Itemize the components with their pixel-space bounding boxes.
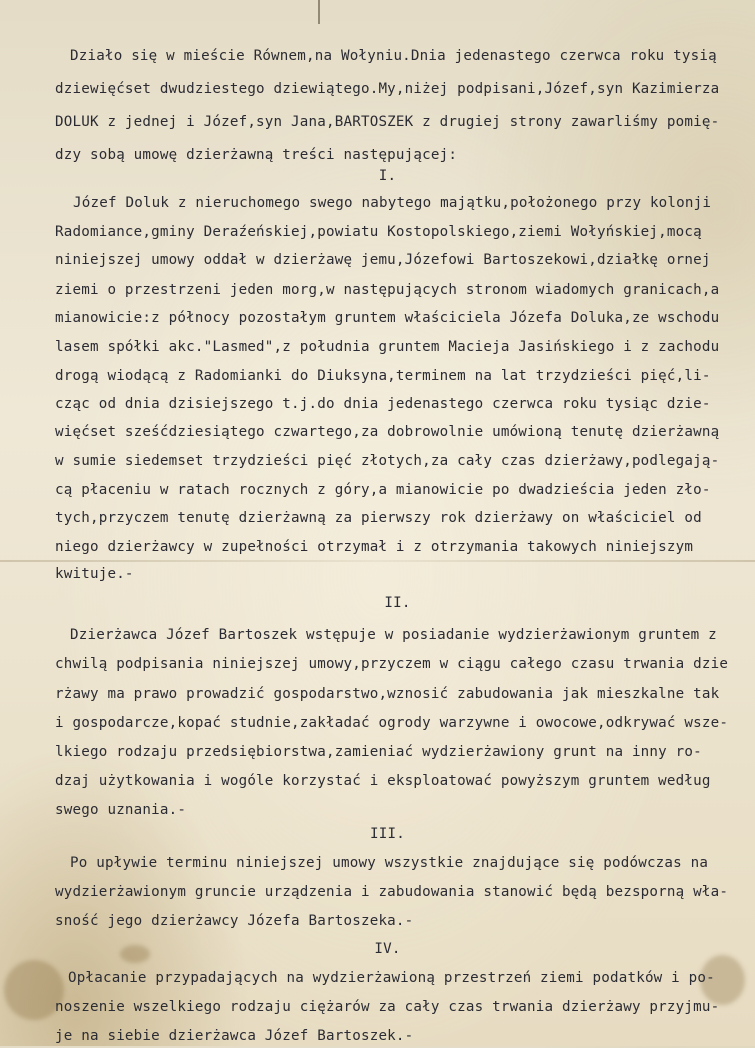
section-heading: I. [378, 168, 397, 184]
text-line: sność jego dzierżawcy Józefa Bartoszeka.- [55, 913, 414, 929]
text-line: Radomiance,gminy Deraźeńskiej,powiatu Kostopolskiego,ziemi Wołyńskiej,mocą [55, 224, 702, 240]
text-line: ziemi o przestrzeni jeden morg,w następujących stronom wiadomych granicach,a [55, 282, 720, 298]
text-line: rżawy ma prawo prowadzić gospodarstwo,wznosić zabudowania jak mieszkalne tak [55, 686, 720, 702]
text-line: dzy sobą umowę dzierżawną treści następującej: [55, 147, 458, 163]
section-heading: III. [370, 826, 405, 842]
text-line: mianowicie:z północy pozostałym gruntem właściciela Józefa Doluka,ze wschodu [55, 310, 720, 326]
text-line: więćset sześćdziesiątego czwartego,za dobrowolnie umówioną tenutę dzierżawną [55, 424, 720, 440]
text-line: dzaj użytkowania i wogóle korzystać i eksploatować powyższym gruntem według [55, 773, 711, 789]
text-line: w sumie siedemset trzydzieści pięć złotych,za cały czas dzierżawy,podlegają- [55, 453, 720, 469]
text-line: kwituje.- [55, 566, 134, 582]
text-line: lasem spółki akc."Lasmed",z południa gruntem Macieja Jasińskiego i z zachodu [55, 339, 720, 355]
text-line: drogą wiodącą z Radomianki do Diuksyna,terminem na lat trzydzieści pięć,li- [55, 368, 711, 384]
text-line: cą płaceniu w ratach rocznych z góry,a mianowicie po dwadzieścia jeden zło- [55, 482, 711, 498]
text-line: chwilą podpisania niniejszej umowy,przyczem w ciągu całego czasu trwania dzie [55, 656, 729, 672]
text-line: cząc od dnia dzisiejszego t.j.do dnia jedenastego czerwca roku tysiąc dzie- [55, 396, 711, 412]
text-line: lkiego rodzaju przedsiębiorstwa,zamieniać wydzierżawiony grunt na inny ro- [55, 744, 702, 760]
text-line: dziewięćset dwudziestego dziewiątego.My,niżej podpisani,Józef,syn Kazimierza [55, 81, 720, 97]
text-line: Dzierżawca Józef Bartoszek wstępuje w posiadanie wydzierżawionym gruntem z [70, 627, 717, 643]
text-line: i gospodarcze,kopać studnie,zakładać ogrody warzywne i owocowe,odkrywać wsze- [55, 715, 729, 731]
text-line: Działo się w mieście Równem,na Wołyniu.Dnia jedenastego czerwca roku tysią [70, 48, 717, 64]
text-line: tych,przyczem tenutę dzierżawną za pierwszy rok dzierżawy on właściciel od [55, 510, 702, 526]
section-heading: IV. [374, 941, 401, 957]
text-line: swego uznania.- [55, 802, 187, 818]
text-line: Po upływie terminu niniejszej umowy wszystkie znajdujące się podówczas na [70, 855, 709, 871]
text-line: niego dzierżawcy w zupełności otrzymał i z otrzymania takowych niniejszym [55, 539, 694, 555]
text-line: Józef Doluk z nieruchomego swego nabytego majątku,położonego przy kolonji [73, 195, 712, 211]
text-line: je na siebie dzierżawca Józef Bartoszek.- [55, 1028, 414, 1044]
text-line: DOLUK z jednej i Józef,syn Jana,BARTOSZEK z drugiej strony zawarliśmy pomię- [55, 114, 720, 130]
text-line: niniejszej umowy oddał w dzierżawę jemu,Józefowi Bartoszekowi,działkę ornej [55, 252, 711, 268]
text-line: noszenie wszelkiego rodzaju ciężarów za cały czas trwania dzierżawy przyjmu- [55, 999, 720, 1015]
paper-tear-mark [318, 0, 320, 24]
text-line: Opłacanie przypadających na wydzierżawioną przestrzeń ziemi podatków i po- [68, 970, 715, 986]
section-heading: II. [384, 595, 411, 611]
text-line: wydzierżawionym gruncie urządzenia i zabudowania stanowić będą bezsporną wła- [55, 884, 729, 900]
